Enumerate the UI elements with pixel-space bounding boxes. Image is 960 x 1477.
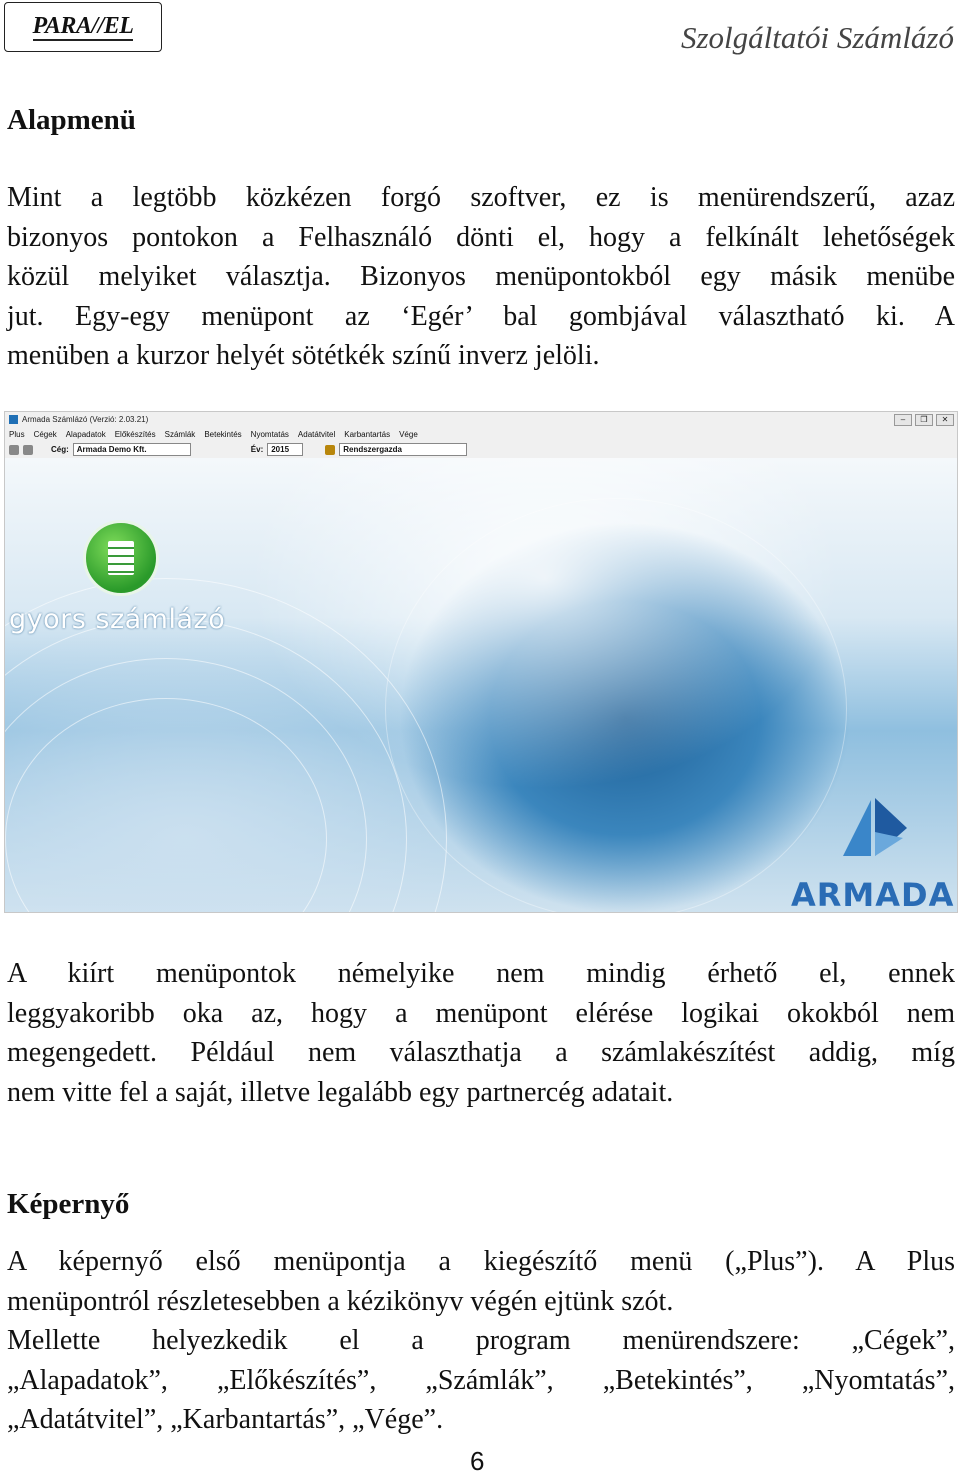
menu-item-elokeszites[interactable]: Előkészítés bbox=[114, 429, 156, 439]
menu-item-plus[interactable]: Plus bbox=[9, 429, 25, 439]
paragraph-line: nem vitte fel a saját, illetve legalább egy partnercég adatait. bbox=[7, 1076, 674, 1108]
paragraph-line: menüpontról részletesebben a kézikönyv végén ejtünk szót. bbox=[7, 1285, 674, 1317]
gyors-szamlazo-label[interactable]: gyors számlázó bbox=[9, 604, 226, 635]
menu-item-karbantartas[interactable]: Karbantartás bbox=[344, 429, 391, 439]
app-screenshot bbox=[4, 411, 958, 913]
paragraph-line: leggyakoribb oka az, hogy a menüpont elérése logikai okokból nem bbox=[7, 997, 955, 1029]
wave-background bbox=[5, 458, 957, 913]
paragraph-line: A képernyő első menüpontja a kiegészítő menü („Plus”). A Plus bbox=[7, 1246, 955, 1277]
page-number: 6 bbox=[470, 1446, 485, 1476]
year-label: Év: bbox=[250, 445, 264, 454]
paragraph-line: megengedett. Például nem választhatja a számlakészítést addig, míg bbox=[7, 1037, 955, 1068]
paragraph-line: A kiírt menüpontok némelyike nem mindig érhető el, ennek bbox=[7, 958, 955, 989]
app-icon bbox=[9, 415, 18, 424]
menu-item-szamlak[interactable]: Számlák bbox=[164, 429, 196, 439]
paragraph-line: jut. Egy-egy menüpont az ‘Egér’ bal gombjával választható ki. A bbox=[7, 300, 955, 332]
close-icon[interactable]: ✕ bbox=[936, 414, 954, 426]
document-icon bbox=[108, 541, 134, 575]
header-title: Szolgáltatói Számlázó bbox=[680, 20, 954, 55]
menu-item-alapadatok[interactable]: Alapadatok bbox=[65, 429, 106, 439]
window-titlebar bbox=[5, 412, 957, 427]
paragraph-line: közül melyiket választja. Bizonyos menüpontokból egy másik menübe bbox=[7, 261, 955, 292]
company-label: Cég: bbox=[51, 445, 69, 454]
paragraph-line: Mint a legtöbb közkézen forgó szoftver, ez is menürendszerű, azaz bbox=[7, 182, 955, 213]
menu-item-betekintes[interactable]: Betekintés bbox=[204, 429, 242, 439]
menu-item-adatatvitel[interactable]: Adatátvitel bbox=[297, 429, 336, 439]
paragraph-line: Mellette helyezkedik el a program menürendszere: „Cégek”, bbox=[7, 1325, 955, 1356]
paragraph-line: bizonyos pontokon a Felhasználó dönti el, hogy a felkínált lehetőségek bbox=[7, 221, 955, 253]
section-heading-kepernyo: Képernyő bbox=[7, 1188, 130, 1220]
paragraph-screen bbox=[7, 1242, 955, 1440]
window-title: Armada Számlázó (Verzió: 2.03.21) bbox=[22, 415, 149, 424]
year-field[interactable]: 2015 bbox=[267, 443, 303, 456]
paragraph-line: menüben a kurzor helyét sötétkék színű inverz jelöli. bbox=[7, 340, 600, 371]
section-heading-alapmenu: Alapmenü bbox=[7, 104, 136, 136]
paragraph-line: „Alapadatok”, „Előkészítés”, „Számlák”, „Betekintés”, „Nyomtatás”, bbox=[7, 1364, 955, 1396]
company-field[interactable]: Armada Demo Kft. bbox=[73, 443, 191, 456]
minimize-icon[interactable]: – bbox=[894, 414, 912, 426]
armada-sail-icon bbox=[837, 798, 909, 860]
menu-bar bbox=[5, 427, 957, 441]
restore-icon[interactable]: ❐ bbox=[915, 414, 933, 426]
user-field[interactable]: Rendszergazda bbox=[339, 443, 467, 456]
menu-item-vege[interactable]: Vége bbox=[399, 429, 418, 439]
wave-swirl bbox=[385, 498, 847, 913]
printer-icon[interactable] bbox=[23, 445, 33, 455]
key-icon bbox=[325, 445, 335, 455]
menu-item-nyomtatas[interactable]: Nyomtatás bbox=[250, 429, 289, 439]
paragraph-availability bbox=[7, 954, 955, 1112]
gyors-szamlazo-icon[interactable] bbox=[83, 520, 159, 596]
menu-item-cegek[interactable]: Cégek bbox=[33, 429, 57, 439]
armada-logo-text: ARMADA bbox=[791, 876, 955, 913]
parallel-logo bbox=[4, 2, 162, 52]
logo-text: PARA//EL bbox=[32, 13, 134, 39]
toolbar bbox=[5, 441, 957, 459]
settings-icon[interactable] bbox=[9, 445, 19, 455]
paragraph-line: „Adatátvitel”, „Karbantartás”, „Vége”. bbox=[7, 1404, 444, 1435]
paragraph-intro bbox=[7, 178, 955, 376]
